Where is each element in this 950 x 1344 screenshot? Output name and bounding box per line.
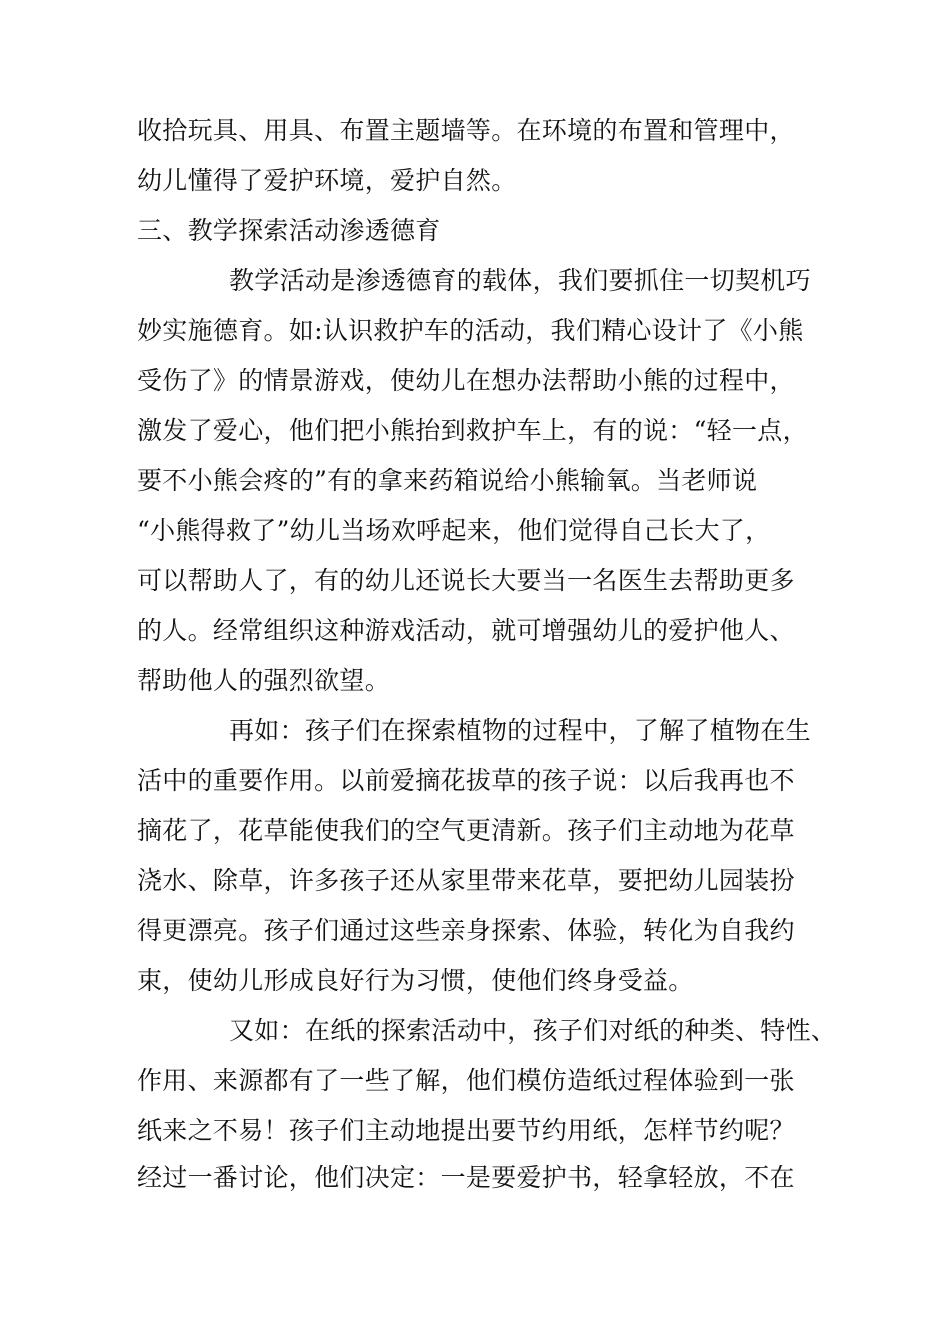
text-line: 经过一番讨论，他们决定：一是要爱护书，轻拿轻放，不在: [137, 1163, 795, 1192]
paragraph-first-line: 又如：在纸的探索活动中，孩子们对纸的种类、特性、: [229, 1016, 837, 1045]
text-line: “小熊得救了”幼儿当场欢呼起来，他们觉得自己长大了，: [137, 516, 771, 545]
text-line: 浇水、除草，许多孩子还从家里带来花草，要把幼儿园装扮: [137, 866, 795, 895]
paragraph-first-line: 教学活动是渗透德育的载体，我们要抓住一切契机巧: [229, 266, 811, 295]
paragraph-first-line: 再如：孩子们在探索植物的过程中，了解了植物在生: [229, 716, 811, 745]
text-line: 要不小熊会疼的”有的拿来药箱说给小熊输氧。当老师说: [137, 466, 758, 495]
section-heading: 三、教学探索活动渗透德育: [137, 216, 441, 245]
text-line: 可以帮助人了，有的幼儿还说长大要当一名医生去帮助更多: [137, 566, 795, 595]
text-line: 活中的重要作用。以前爱摘花拔草的孩子说：以后我再也不: [137, 766, 795, 795]
text-line: 帮助他人的强烈欲望。: [137, 666, 391, 695]
text-line: 摘花了，花草能使我们的空气更清新。孩子们主动地为花草: [137, 816, 795, 845]
text-line: 纸来之不易！孩子们主动地提出要节约用纸，怎样节约呢？: [137, 1116, 795, 1145]
text-line: 收拾玩具、用具、布置主题墙等。在环境的布置和管理中，: [137, 116, 795, 145]
text-line: 作用、来源都有了一些了解，他们模仿造纸过程体验到一张: [137, 1066, 795, 1095]
text-line: 束，使幼儿形成良好行为习惯，使他们终身受益。: [137, 966, 694, 995]
text-line: 得更漂亮。孩子们通过这些亲身探索、体验，转化为自我约: [137, 916, 795, 945]
text-line: 激发了爱心，他们把小熊抬到救护车上，有的说：“轻一点，: [137, 416, 808, 445]
text-line: 的人。经常组织这种游戏活动，就可增强幼儿的爱护他人、: [137, 616, 795, 645]
text-line: 妙实施德育。如:认识救护车的活动，我们精心设计了《小熊: [137, 316, 804, 345]
text-line: 受伤了》的情景游戏，使幼儿在想办法帮助小熊的过程中，: [137, 366, 795, 395]
text-line: 幼儿懂得了爱护环境，爱护自然。: [137, 166, 517, 195]
